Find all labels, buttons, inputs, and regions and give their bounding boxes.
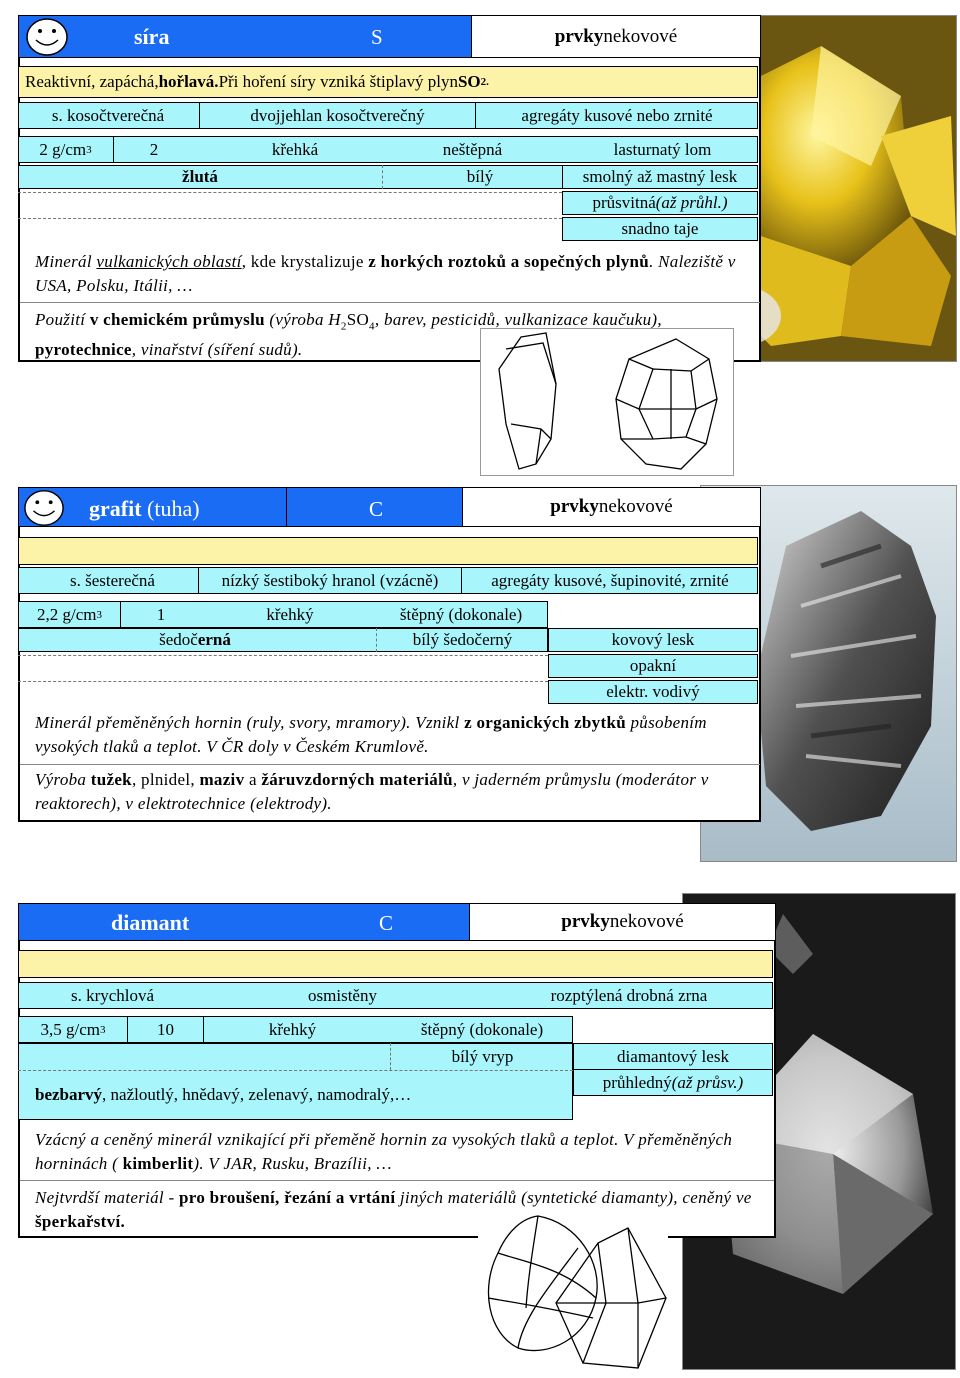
- mineral-name: diamant: [111, 910, 190, 935]
- chemical-symbol: C: [369, 497, 384, 521]
- cleavage: neštěpná: [442, 139, 503, 159]
- diamond-crystal-drawing: [478, 1208, 668, 1373]
- tenacity: křehký: [266, 604, 314, 624]
- melting: snadno taje: [621, 219, 699, 238]
- color: bezbarvý , nažloutlý, hnědavý, zelenavý, namodralý,…: [35, 1085, 412, 1104]
- graphite-header: [18, 487, 463, 527]
- smiley-icon: [25, 17, 69, 57]
- mineral-group: prvky nekovové: [471, 15, 761, 58]
- luster: diamantový lesk: [617, 1046, 729, 1066]
- luster: kovový lesk: [611, 630, 695, 649]
- diamond-header: [18, 903, 470, 941]
- transparency: průsvitná (až průhl.): [592, 193, 728, 212]
- density: 3,5 g/cm 3: [40, 1019, 106, 1039]
- opacity: opakní: [629, 656, 677, 675]
- sulfur-crystal-drawing: [480, 328, 734, 476]
- hardness: 10: [157, 1019, 174, 1039]
- aggregates: rozptýlená drobná zrna: [550, 985, 708, 1005]
- use-text: Výroba tužek, plnidel, maziv a žáruvzdorných materiálů, v jaderném průmyslu (moderátor v reaktorech), v elektrotechnice (elektrody).: [35, 770, 709, 813]
- aggregates: agregáty kusové nebo zrnité: [521, 105, 713, 125]
- color: šedoč erná: [159, 630, 231, 649]
- crystal-system: s. šesterečná: [70, 570, 155, 590]
- color: žlutá: [182, 167, 218, 186]
- origin-text: Minerál vulkanických oblastí, kde krystalizuje z horkých roztoků a sopečných plynů. Naleziště v USA, Polsku, Itálii, …: [35, 252, 736, 295]
- density: 2,2 g/cm 3: [37, 604, 102, 624]
- hardness: 1: [156, 604, 166, 624]
- crystal-system: s. kosočtverečná: [51, 105, 165, 125]
- streak: bílý: [466, 167, 494, 186]
- mineral-name: síra: [134, 24, 170, 49]
- sulfur-header: [18, 15, 472, 58]
- tenacity: křehký: [268, 1019, 317, 1039]
- cleavage: štěpný (dokonale): [399, 604, 523, 624]
- chemical-symbol: C: [379, 911, 394, 935]
- fracture: lasturnatý lom: [613, 139, 712, 159]
- tenacity: křehká: [271, 139, 319, 159]
- hardness: 2: [149, 139, 159, 159]
- streak: bílý vryp: [451, 1046, 514, 1066]
- chemical-symbol: S: [371, 25, 383, 49]
- crystal-form: osmistěny: [308, 985, 377, 1005]
- luster: smolný až mastný lesk: [582, 167, 738, 186]
- diamond-description: [18, 950, 773, 978]
- use-text: Nejtvrdší materiál - pro broušení, řezání a vrtání jiných materiálů (syntetické diamanty), ceněný ve šperkařství.: [35, 1188, 752, 1231]
- crystal-form: dvojjehlan kosočtverečný: [250, 105, 425, 125]
- use-text: Použití v chemickém průmyslu (výroba $H_2SO_4$, barev, pesticidů, vulkanizace kaučuku), pyrotechnice, vinařství (síření sudů).: [35, 310, 662, 360]
- density: 2 g/cm 3: [39, 139, 92, 159]
- graphite-description: [18, 537, 758, 565]
- aggregates: agregáty kusové, šupinovité, zrnité: [491, 570, 729, 590]
- transparency: průhledný (až průsv.): [602, 1072, 744, 1092]
- crystal-form: nízký šestiboký hranol (vzácně): [221, 570, 439, 590]
- mineral-group: prvky nekovové: [462, 487, 761, 527]
- origin-text: Vzácný a ceněný minerál vznikající při přeměně hornin za vysokých tlaků a teplot. V přeměněných horninách ( kimberlit). V JAR, Rusku, Brazílii, …: [35, 1130, 733, 1173]
- crystal-system: s. krychlová: [70, 985, 155, 1005]
- smiley-icon: [23, 488, 65, 528]
- sulfur-description: Reaktivní, zapáchá, hořlavá. Při hoření síry vzniká štiplavý plyn SO 2.: [18, 66, 758, 98]
- mineral-group: prvky nekovové: [469, 903, 776, 941]
- conductivity: elektr. vodivý: [606, 682, 700, 701]
- cleavage: štěpný (dokonale): [420, 1019, 544, 1039]
- origin-text: Minerál přeměněných hornin (ruly, svory, mramory). Vznikl z organických zbytků působením vysokých tlaků a teplot. V ČR doly v Českém Krumlově.: [35, 713, 707, 756]
- streak: bílý šedočerný: [412, 630, 513, 649]
- mineral-name: grafit (tuha): [89, 496, 200, 521]
